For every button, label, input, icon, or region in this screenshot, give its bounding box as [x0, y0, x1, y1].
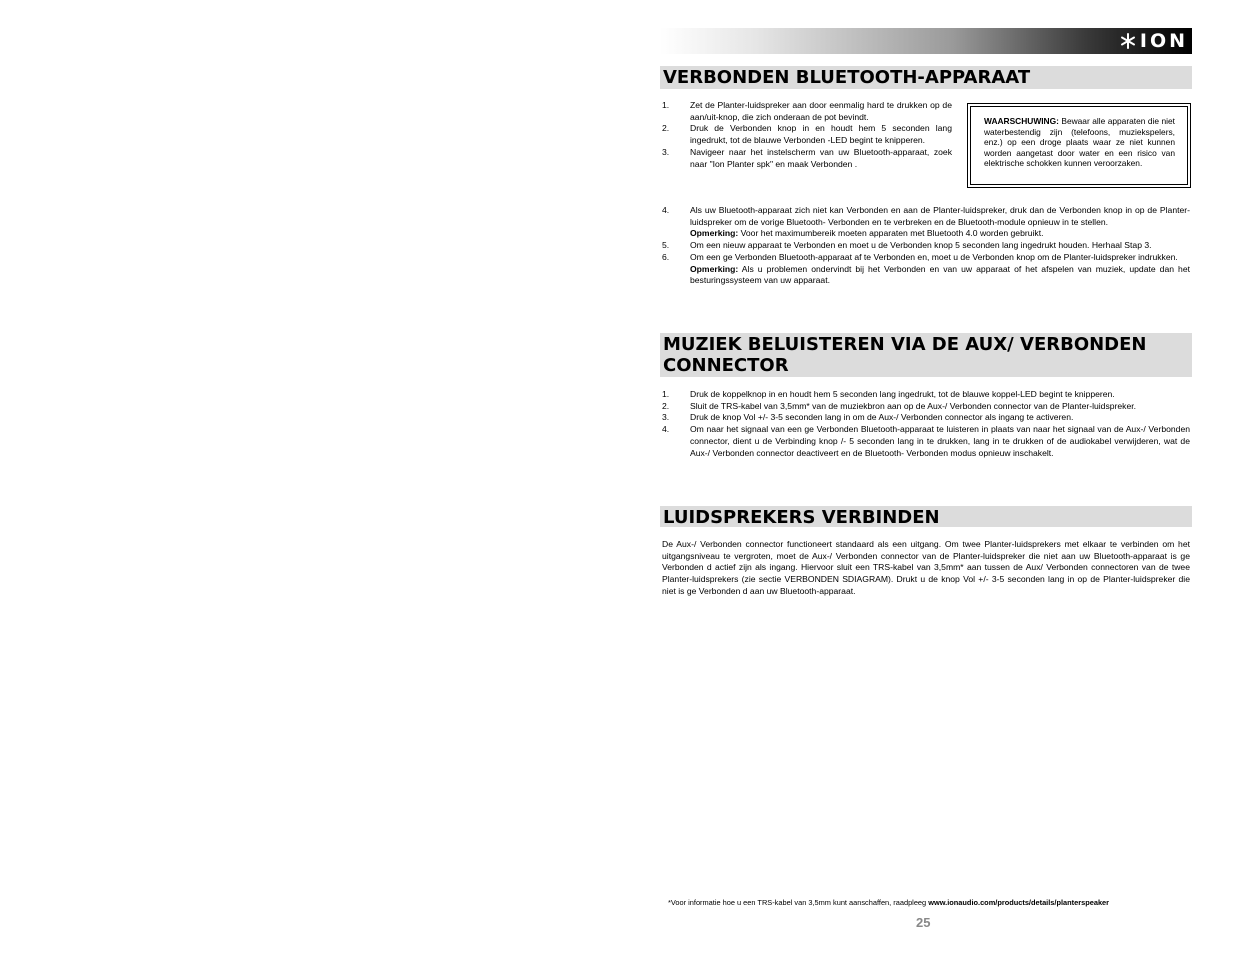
list-item — [662, 424, 1190, 459]
item-number: 2. — [662, 400, 670, 411]
section-heading-bluetooth: VERBONDEN BLUETOOTH-APPARAAT — [660, 66, 1192, 89]
item-number: 1. — [662, 389, 670, 399]
item-text: Druk de knop Vol +/- 3-5 seconden lang in om de Aux-/ Verbonden connector als ingang te activeren. — [690, 412, 1074, 423]
section-heading-aux: MUZIEK BELUISTEREN VIA DE AUX/ VERBONDEN CONNECTOR — [660, 333, 1192, 377]
item-number: 3. — [662, 146, 670, 157]
list-item — [662, 412, 1190, 424]
item-number: 2. — [662, 123, 670, 134]
warning-body: Bewaar alle apparaten die niet waterbestendig zijn (telefoons, muziekspelers, enz.) op een droge plaats waar ze niet kunnen worden aangetast door water en een risico van elektrische schokken kunnen veroorzaken. — [984, 116, 1175, 169]
footnote — [668, 898, 1109, 907]
item-text: Druk de Verbonden knop in en houdt hem 5 seconden lang ingedrukt, tot de blauwe Verbonden -LED begint te knipperen. — [690, 123, 952, 146]
logo-text: ION — [1139, 30, 1188, 52]
item-number: 4. — [662, 424, 670, 435]
list-item — [662, 389, 1190, 401]
item-text: Om naar het signaal van een ge Verbonden Bluetooth-apparaat te luisteren in plaats van naar het signaal van de Aux-/ Verbonden connector, dient u de Verbinding knop /- 5 seconden lang in te drukken, lang in te drukken of de audiokabel verwijderen, wat de Aux-/ Verbonden connector deactiveert en de Bluetooth- Verbonden modus opnieuw inschakelt. — [690, 424, 1190, 458]
item-text: Om een ge Verbonden Bluetooth-apparaat af te Verbonden en, moet u de Verbonden knop om de Planter-luidspreker indrukken. — [690, 251, 1178, 262]
list-item — [662, 240, 1190, 252]
item-text: Zet de Planter-luidspreker aan door eenmalig hard te drukken op de aan/uit-knop, die zich onderaan de pot bevindt. — [690, 100, 952, 122]
header-gradient-bar — [660, 28, 1192, 54]
note — [662, 264, 1190, 287]
list-item — [662, 100, 952, 123]
list-item — [662, 147, 952, 170]
note-text: Voor het maximumbereik moeten apparaten met Bluetooth 4.0 worden gebruikt. — [738, 228, 1044, 239]
list-item — [662, 401, 1190, 413]
item-number: 3. — [662, 412, 670, 423]
item-number: 6. — [662, 251, 670, 262]
note-label: Opmerking: — [690, 263, 739, 274]
note — [662, 228, 1190, 240]
list-item — [662, 205, 1190, 228]
item-number: 1. — [662, 100, 670, 110]
section-heading-speakers: LUIDSPREKERS VERBINDEN — [660, 506, 1192, 527]
bluetooth-steps-wide — [662, 205, 1190, 287]
note-text: Als u problemen ondervindt bij het Verbonden en van uw apparaat of het afspelen van muziek, update dan het besturingssysteem van uw apparaat. — [690, 263, 1190, 286]
warning-box — [967, 103, 1191, 188]
ion-logo — [1120, 31, 1188, 51]
list-item — [662, 252, 1190, 264]
warning-text — [970, 106, 1188, 185]
item-text: Sluit de TRS-kabel van 3,5mm* van de muziekbron aan op de Aux-/ Verbonden connector van de Planter-luidspreker. — [690, 400, 1137, 411]
speakers-paragraph: De Aux-/ Verbonden connector functioneert standaard als een uitgang. Om twee Planter-luidsprekers met elkaar te verbinden om het uitgangsniveau te vergroten, moet de Aux-/ Verbonden connector van de Planter-luidspreker die niet aan uw Bluetooth-apparaat is ge Verbonden d actief zijn als ingang. Hiervoor sluit een TRS-kabel van 3,5mm* aan tussen de Aux/ Verbonden connectoren van de twee Planter-luidsprekers (zie sectie VERBONDEN SDIAGRAM). Drukt u de knop Vol +/- 3-5 seconden lang in op de Planter-luidspreker die niet is ge Verbonden d aan uw Bluetooth-apparaat. — [662, 539, 1190, 596]
page-number: 25 — [916, 915, 931, 930]
item-text: Om een nieuw apparaat te Verbonden en moet u de Verbonden knop 5 seconden lang ingedrukt houden. Herhaal Stap 3. — [690, 240, 1152, 251]
warning-label: WAARSCHUWING: — [984, 116, 1059, 126]
footnote-link: www.ionaudio.com/products/details/planterspeaker — [928, 898, 1110, 907]
item-text: Als uw Bluetooth-apparaat zich niet kan Verbonden en aan de Planter-luidspreker, druk dan de Verbonden knop in op de Planter-luidspreker om de vorige Bluetooth- Verbonden en te verbreken en de Bluetooth-module opnieuw in te stellen. — [690, 205, 1190, 227]
item-text: Druk de koppelknop in en houdt hem 5 seconden lang ingedrukt, tot de blauwe koppel-LED begint te knipperen. — [690, 389, 1115, 399]
aux-steps — [662, 389, 1190, 459]
ion-star-icon — [1120, 33, 1136, 49]
item-number: 4. — [662, 205, 670, 215]
item-number: 5. — [662, 240, 670, 251]
list-item — [662, 123, 952, 146]
footnote-text: *Voor informatie hoe u een TRS-kabel van 3,5mm kunt aanschaffen, raadpleeg — [668, 898, 929, 907]
note-label: Opmerking: — [690, 228, 739, 239]
item-text: Navigeer naar het instelscherm van uw Bluetooth-apparaat, zoek naar "Ion Planter spk" en maak Verbonden . — [690, 146, 952, 169]
bluetooth-steps-narrow — [662, 100, 952, 170]
